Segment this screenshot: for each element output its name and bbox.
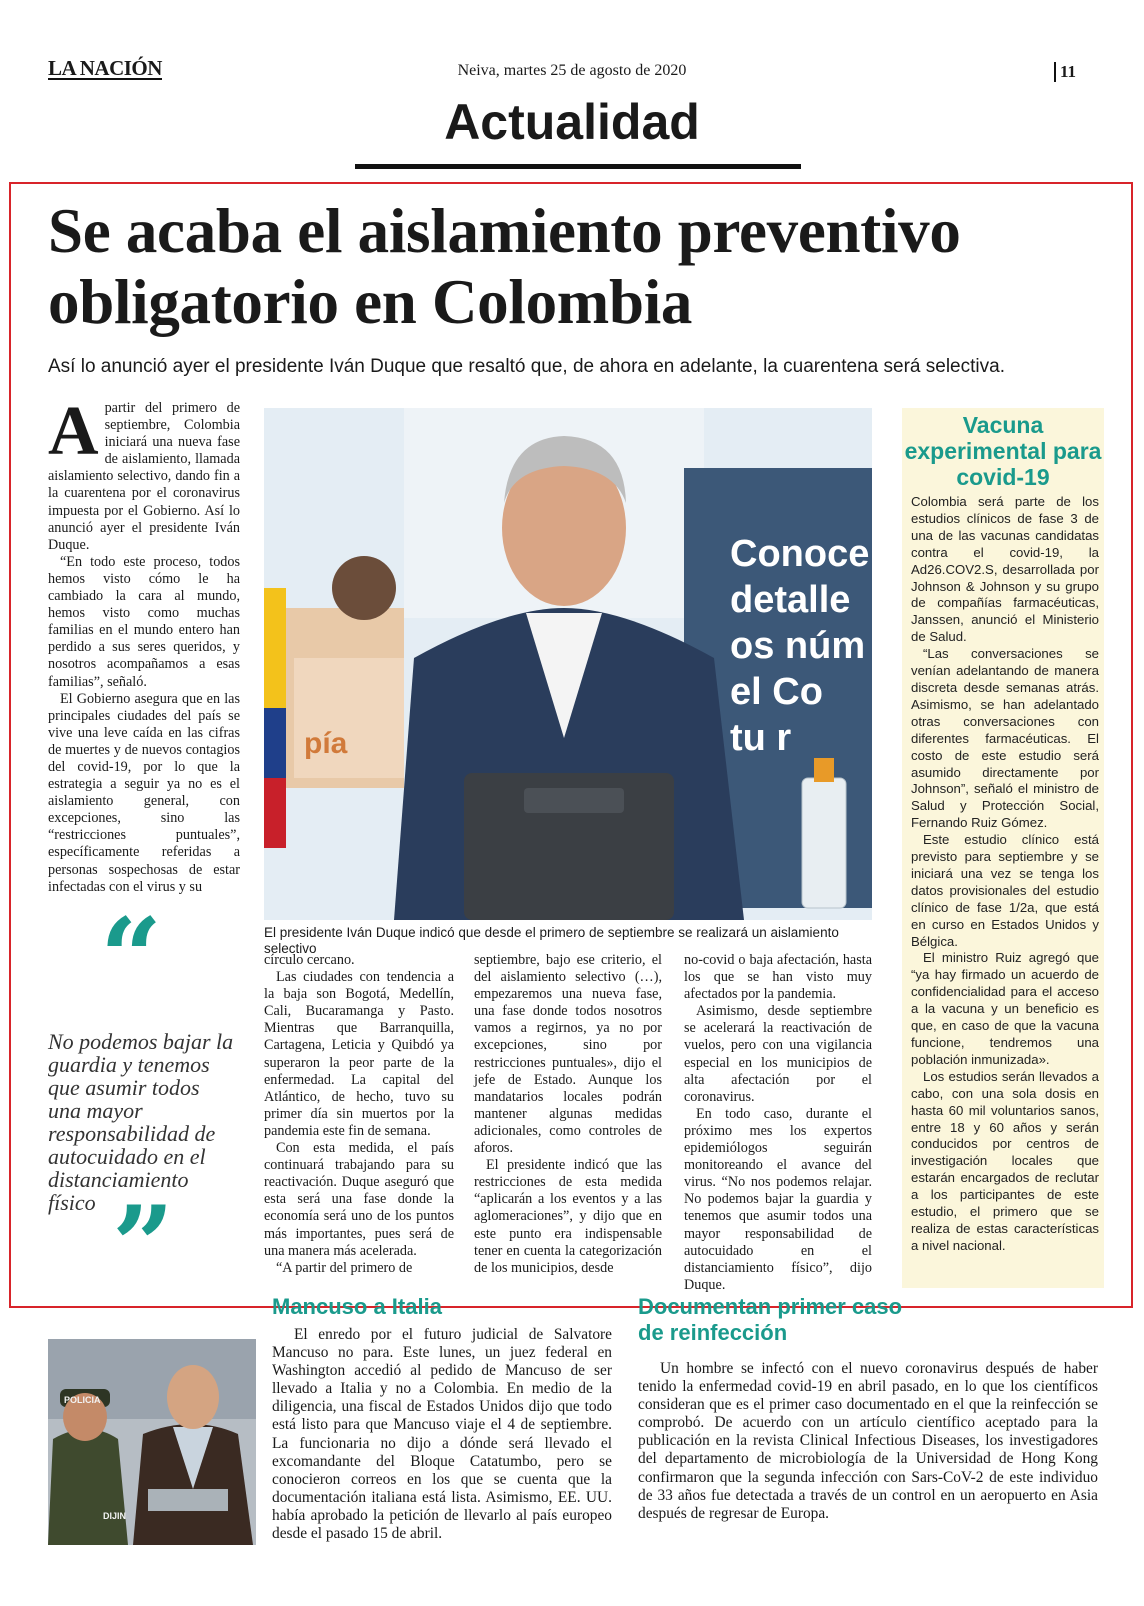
paragraph: no-covid o baja afectación, hasta los que se han visto muy afectados por la pandemia. — [684, 952, 872, 1003]
open-quote-mark: “ — [100, 895, 163, 1021]
brief2-title-line-1: Documentan primer caso — [638, 1294, 903, 1319]
paragraph: El Gobierno asegura que en las principales ciudades del país se vive una leve caída en las cifras de muertes y de nuevos contagios del covid-19, por lo que la estrategia a seguir ya no es el aislamiento general, con excepciones, sino las “restricciones puntuales”, específicamente referidas a personas sospechosas de estar infectadas con el virus y su — [48, 690, 240, 895]
screen-text: tu r — [730, 717, 792, 759]
paragraph: Las ciudades con tendencia a la baja son Bogotá, Medellín, Cali, Bucaramanga y Pasto. Mientras que Barranquilla, Cartagena, Leticia y Quibdó ya superaron la peor parte de la enfermedad. La capital del Atlántico, de hecho, tuvo su primer día sin muertos por la pandemia este fin de semana. — [264, 969, 454, 1139]
photo-caption: El presidente Iván Duque indicó que desde el primero de septiembre se realizará un aislamiento selectivo — [264, 925, 839, 956]
screen-text: Conoce — [730, 533, 870, 575]
paragraph: Asimismo, desde septiembre se acelerará la reactivación de vuelos, pero con una vigilancia especial en los municipios de alta afectación por el coronavirus. — [684, 1003, 872, 1105]
banner-text: pía — [304, 727, 348, 760]
paragraph: “A partir del primero de — [276, 1259, 413, 1276]
paragraph: “En todo este proceso, todos hemos visto cómo le ha cambiado la cara al mundo, hemos visto como muchas familias en el mundo entero han perdido a sus seres queridos, y nosotros acompañamos a esas familias”, señaló. — [48, 553, 240, 690]
section-rule — [355, 164, 801, 169]
paragraph: Colombia será parte de los estudios clínicos de fase 3 de una de las vacunas candidatas contra el covid-19, la Ad26.COV2.S, desarrollada por Johnson & Johnson y su grupo de compañías farmacéuticas, Janssen, anunció el Ministerio de Salud. — [911, 494, 1099, 645]
paragraph: En todo caso, durante el próximo mes los expertos epidemiólogos seguirán monitoreando el avance del virus. “No nos podemos relajar. No podemos bajar la guardia y tenemos que asumir todos una mayor responsabilidad de autocuidado en el distanciamiento físico”, dijo Duque. — [684, 1105, 872, 1293]
paragraph: septiembre, bajo ese criterio, el del aislamiento selectivo (…), empezaremos una nueva fase, una fase donde todos nosotros vamos a regirnos, ya no por excepciones, sino por restricciones puntuales», dijo el jefe de Estado. Aunque los mandatarios locales podrán mantener algunas medidas adicionales, como controles de aforos. — [474, 952, 662, 1157]
pull-quote: No podemos bajar la guardia y tenemos que asumir todos una mayor responsabilidad de autocuidado en el distanciamiento físico — [48, 1029, 234, 1215]
headline — [48, 196, 1108, 338]
article-column-2 — [264, 952, 454, 1277]
paragraph: “Las conversaciones se venían adelantando de manera discreta desde semanas atrás. Asimismo, se han adelantado otras conversaciones con diferentes farmacéuticas. El costo de este estudio será asumido directamente por Johnson”, señaló el ministro de Salud y Protección Social, Fernando Ruiz Gómez. — [911, 646, 1099, 831]
paragraph: El enredo por el futuro judicial de Salvatore Mancuso no para. Este lunes, un juez federal en Washington accedió al pedido de Mancuso de ser llevado a Italia y no a Colombia. En medio de la diligencia, una fiscal de Estados Unidos dijo que todo está listo para que Mancuso viaje el 4 de septiembre. La funcionaria no dijo a dónde será llevado el excomandante del Bloque Catatumbo, pero se conocieron correos en los que se cuenta que la documentación italiana está lista. Asimismo, EE. UU. había aprobado la petición de llevarlo al país europeo desde el pasado 15 de abril. — [272, 1326, 612, 1543]
close-quote-mark: ” — [112, 1183, 175, 1309]
main-photo — [264, 408, 872, 920]
drop-cap: A — [48, 393, 99, 470]
screen-text: detalle — [730, 579, 851, 621]
dateline: Neiva, martes 25 de agosto de 2020 — [457, 62, 687, 79]
brief1-title: Mancuso a Italia — [272, 1294, 442, 1319]
paragraph: partir del primero de septiembre, Colombia iniciará una nueva fase de aislamiento, llamada aislamiento selectivo, dando fin a la cuarentena por el coronavirus impuesta por el Gobierno. Así lo anunció ayer el presidente Iván Duque. — [48, 400, 240, 553]
headline-line-2: obligatorio en Colombia — [48, 267, 693, 337]
page-number: 11 — [1054, 62, 1076, 82]
brief1-text — [272, 1326, 612, 1543]
article-column-3 — [474, 952, 662, 1277]
paragraph: El presidente indicó que las restricciones de esta medida “aplicarán a los eventos y a las aglomeraciones”, y dijo que en este punto era indispensable tener en cuenta la categorización de los municipios, desde — [474, 1157, 662, 1276]
brief2-title — [638, 1294, 1098, 1346]
screen-text: os núm — [730, 625, 866, 667]
paragraph: círculo cercano. — [264, 952, 355, 968]
president-photo-illustration — [264, 408, 872, 920]
vest-text: DIJIN — [103, 1511, 127, 1521]
paragraph: Este estudio clínico está previsto para septiembre y se iniciará una vez se tenga los datos provisionales del estudio clínico de fase 1/2a, que está en curso en Estados Unidos y Bélgica. — [911, 832, 1099, 949]
sidebar-title: Vacuna experimental para covid-19 — [904, 412, 1102, 490]
headline-line-1: Se acaba el aislamiento preventivo — [48, 196, 961, 266]
screen-text: el Co — [730, 671, 823, 713]
mancuso-photo-illustration — [48, 1339, 256, 1545]
paragraph: Los estudios serán llevados a cabo, con una sola dosis en hasta 60 mil voluntarios sanos, entre 18 y 60 años y serán conducidos por centros de investigación locales que estarán encargados de reclutar a los participantes de este estudio, el primero que se realiza de estas características a nivel nacional. — [911, 1068, 1099, 1253]
article-column-1 — [48, 393, 240, 896]
paragraph: El ministro Ruiz agregó que “ya hay firmado un acuerdo de confidencialidad para el acceso a la vacuna y un beneficio es que, en caso de que la vacuna funcione, tendremos una población inmunizada». — [911, 950, 1099, 1067]
section-title: Actualidad — [444, 94, 700, 150]
mancuso-photo — [48, 1339, 256, 1545]
masthead-logo: LA NACIÓN — [48, 56, 162, 80]
brief2-title-line-2: de reinfección — [638, 1320, 788, 1345]
article-column-4 — [684, 952, 872, 1294]
cap-text: POLICIA — [64, 1395, 101, 1405]
sidebar-text — [911, 494, 1099, 1255]
brief2-text — [638, 1360, 1098, 1523]
dek: Así lo anunció ayer el presidente Iván Duque que resaltó que, de ahora en adelante, la cuarentena será selectiva. — [48, 356, 1005, 377]
paragraph: Un hombre se infectó con el nuevo coronavirus después de haber tenido la enfermedad covid-19 en abril pasado, en lo que los científicos consideran que es el primer caso documentado en el que la reinfección se comprobó. De acuerdo con un artículo científico aceptado para la publicación en la revista Clinical Infectious Diseases, los investigadores del departamento de microbiología de la Universidad de Hong Kong confirmaron que la segunda infección con Sars-CoV-2 de este individuo de 33 años fue detectada a través de un control en un aeropuerto en Asia después de regresar de Europa. — [638, 1360, 1098, 1522]
paragraph: Con esta medida, el país continuará trabajando para su reactivación. Duque aseguró que esta será una fase donde la economía será uno de los puntos más importantes, pues será de una manera más acelerada. — [264, 1140, 454, 1259]
